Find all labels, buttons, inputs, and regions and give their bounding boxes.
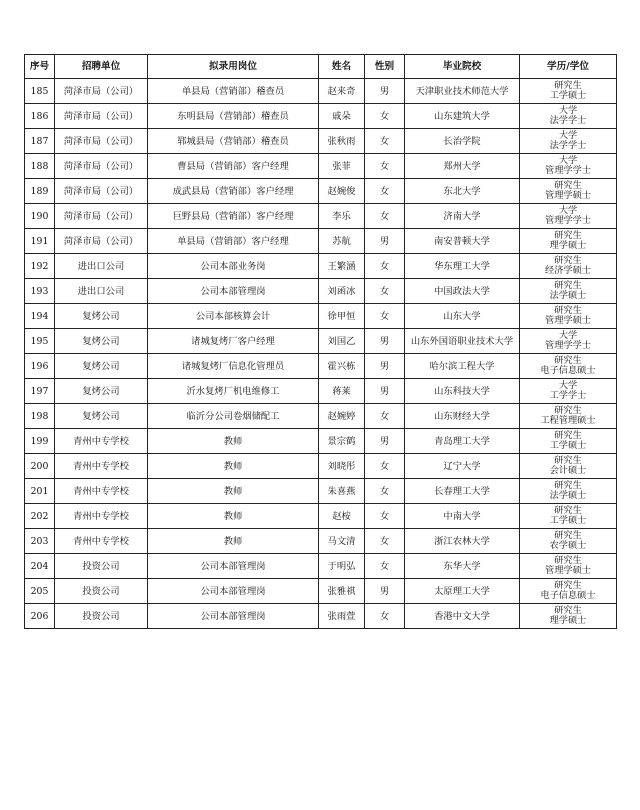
cell-no: 196: [25, 354, 55, 379]
cell-education: [520, 329, 617, 354]
cell-gender: 女: [365, 479, 405, 504]
cell-education-level: 研究生: [554, 304, 582, 316]
table-row: [25, 354, 617, 379]
cell-degree: 工程管理硕士: [540, 415, 596, 426]
table-body: [25, 79, 617, 629]
cell-name: 刘国乙: [319, 329, 365, 354]
cell-education-level: 研究生: [554, 279, 582, 291]
cell-degree: 理学硕士: [549, 240, 587, 251]
cell-gender: 女: [365, 454, 405, 479]
cell-no: 186: [25, 104, 55, 129]
cell-name: 张菲: [319, 154, 365, 179]
cell-unit: 菏泽市局（公司）: [55, 179, 148, 204]
header-school: 毕业院校: [405, 55, 520, 79]
cell-degree: 工学硕士: [549, 440, 587, 451]
cell-no: 197: [25, 379, 55, 404]
cell-education: [520, 229, 617, 254]
cell-no: 188: [25, 154, 55, 179]
cell-name: 刘晓彤: [319, 454, 365, 479]
cell-unit: 投资公司: [55, 604, 148, 629]
cell-degree: 管理学学士: [545, 340, 591, 351]
cell-education-level: 研究生: [554, 429, 582, 441]
cell-gender: 男: [365, 354, 405, 379]
cell-degree: 会计硕士: [549, 465, 587, 476]
cell-unit: 进出口公司: [55, 279, 148, 304]
cell-name: 赵婉俊: [319, 179, 365, 204]
cell-education-level: 研究生: [554, 604, 582, 616]
cell-no: 201: [25, 479, 55, 504]
cell-degree: 工学硕士: [549, 515, 587, 526]
table-row: [25, 504, 617, 529]
cell-unit: 复烤公司: [55, 304, 148, 329]
cell-school: 浙江农林大学: [405, 529, 520, 554]
table-row: [25, 604, 617, 629]
cell-post: 公司本部管理岗: [148, 604, 319, 629]
cell-name: 霍兴栋: [319, 354, 365, 379]
cell-no: 202: [25, 504, 55, 529]
cell-no: 199: [25, 429, 55, 454]
cell-gender: 女: [365, 179, 405, 204]
table-row: [25, 579, 617, 604]
header-post: 拟录用岗位: [148, 55, 319, 79]
cell-name: 王繁涵: [319, 254, 365, 279]
cell-gender: 男: [365, 229, 405, 254]
cell-education: [520, 304, 617, 329]
cell-gender: 女: [365, 104, 405, 129]
cell-education-level: 大学: [558, 329, 578, 341]
cell-education-level: 大学: [558, 154, 578, 166]
cell-post: 教师: [148, 504, 319, 529]
cell-school: 天津职业技术师范大学: [405, 79, 520, 104]
cell-school: 太原理工大学: [405, 579, 520, 604]
cell-name: 马文清: [319, 529, 365, 554]
cell-no: 200: [25, 454, 55, 479]
cell-education-level: 研究生: [554, 479, 582, 491]
cell-school: 山东外国语职业技术大学: [405, 329, 520, 354]
cell-post: 教师: [148, 479, 319, 504]
cell-school: 长春理工大学: [405, 479, 520, 504]
table-row: [25, 154, 617, 179]
table-row: [25, 379, 617, 404]
cell-education: [520, 604, 617, 629]
cell-no: 198: [25, 404, 55, 429]
cell-unit: 复烤公司: [55, 379, 148, 404]
cell-unit: 青州中专学校: [55, 529, 148, 554]
table-row: [25, 454, 617, 479]
cell-gender: 女: [365, 554, 405, 579]
cell-post: 东明县局（营销部）稽查员: [148, 104, 319, 129]
cell-name: 李乐: [319, 204, 365, 229]
cell-school: 中国政法大学: [405, 279, 520, 304]
cell-post: 曹县局（营销部）客户经理: [148, 154, 319, 179]
table-row: [25, 254, 617, 279]
cell-school: 南安普顿大学: [405, 229, 520, 254]
cell-gender: 女: [365, 154, 405, 179]
cell-no: 190: [25, 204, 55, 229]
cell-post: 诸城复烤厂客户经理: [148, 329, 319, 354]
cell-gender: 女: [365, 304, 405, 329]
cell-education-level: 研究生: [554, 254, 582, 266]
cell-school: 东北大学: [405, 179, 520, 204]
cell-school: 香港中文大学: [405, 604, 520, 629]
table-row: [25, 79, 617, 104]
cell-post: 公司本部核算会计: [148, 304, 319, 329]
cell-education: [520, 529, 617, 554]
table-row: [25, 479, 617, 504]
cell-post: 教师: [148, 429, 319, 454]
cell-school: 郑州大学: [405, 154, 520, 179]
table-row: [25, 279, 617, 304]
cell-name: 赵婉婷: [319, 404, 365, 429]
cell-education: [520, 404, 617, 429]
cell-unit: 菏泽市局（公司）: [55, 104, 148, 129]
cell-name: 赵桉: [319, 504, 365, 529]
cell-education-level: 研究生: [554, 529, 582, 541]
cell-post: 教师: [148, 454, 319, 479]
cell-gender: 女: [365, 404, 405, 429]
cell-education-level: 研究生: [554, 179, 582, 191]
cell-degree: 管理学学士: [545, 165, 591, 176]
cell-degree: 工学学士: [549, 390, 587, 401]
cell-post: 成武县局（营销部）客户经理: [148, 179, 319, 204]
cell-unit: 菏泽市局（公司）: [55, 129, 148, 154]
cell-gender: 女: [365, 204, 405, 229]
cell-degree: 法学学士: [549, 140, 587, 151]
cell-unit: 青州中专学校: [55, 479, 148, 504]
cell-no: 204: [25, 554, 55, 579]
cell-no: 206: [25, 604, 55, 629]
cell-degree: 工学硕士: [549, 90, 587, 101]
cell-education: [520, 204, 617, 229]
cell-school: 山东财经大学: [405, 404, 520, 429]
table-row: [25, 104, 617, 129]
cell-unit: 菏泽市局（公司）: [55, 79, 148, 104]
cell-school: 济南大学: [405, 204, 520, 229]
table-row: [25, 304, 617, 329]
cell-school: 辽宁大学: [405, 454, 520, 479]
cell-education: [520, 129, 617, 154]
cell-post: 公司本部管理岗: [148, 279, 319, 304]
cell-name: 戚朵: [319, 104, 365, 129]
header-degree: 学历/学位: [520, 55, 617, 79]
cell-unit: 菏泽市局（公司）: [55, 229, 148, 254]
cell-education-level: 研究生: [554, 354, 582, 366]
cell-education-level: 大学: [558, 379, 578, 391]
cell-post: 教师: [148, 529, 319, 554]
cell-education: [520, 154, 617, 179]
cell-education: [520, 429, 617, 454]
cell-name: 赵来奇: [319, 79, 365, 104]
table-row: [25, 179, 617, 204]
cell-no: 205: [25, 579, 55, 604]
cell-degree: 法学硕士: [549, 290, 587, 301]
cell-degree: 电子信息硕士: [540, 590, 596, 601]
cell-gender: 女: [365, 504, 405, 529]
cell-education: [520, 354, 617, 379]
cell-gender: 女: [365, 604, 405, 629]
cell-post: 沂水复烤厂机电维修工: [148, 379, 319, 404]
cell-education-level: 大学: [558, 129, 578, 141]
cell-no: 193: [25, 279, 55, 304]
table-row: [25, 229, 617, 254]
cell-no: 191: [25, 229, 55, 254]
cell-education-level: 大学: [558, 204, 578, 216]
cell-name: 朱喜燕: [319, 479, 365, 504]
cell-name: 刘函冰: [319, 279, 365, 304]
table-row: [25, 404, 617, 429]
cell-school: 山东科技大学: [405, 379, 520, 404]
cell-gender: 女: [365, 279, 405, 304]
cell-degree: 法学硕士: [549, 490, 587, 501]
table-row: [25, 554, 617, 579]
cell-name: 景宗鹤: [319, 429, 365, 454]
cell-education-level: 研究生: [554, 579, 582, 591]
cell-education: [520, 104, 617, 129]
cell-unit: 青州中专学校: [55, 454, 148, 479]
table-row: [25, 204, 617, 229]
cell-post: 公司本部业务岗: [148, 254, 319, 279]
cell-no: 194: [25, 304, 55, 329]
cell-name: 张雅祺: [319, 579, 365, 604]
cell-education-level: 大学: [558, 104, 578, 116]
cell-post: 公司本部管理岗: [148, 579, 319, 604]
cell-education-level: 研究生: [554, 504, 582, 516]
cell-no: 203: [25, 529, 55, 554]
cell-post: 临沂分公司卷烟储配工: [148, 404, 319, 429]
cell-school: 哈尔滨工程大学: [405, 354, 520, 379]
cell-school: 长治学院: [405, 129, 520, 154]
cell-education-level: 研究生: [554, 79, 582, 91]
cell-education: [520, 379, 617, 404]
cell-unit: 进出口公司: [55, 254, 148, 279]
cell-no: 192: [25, 254, 55, 279]
document-page: [24, 54, 616, 629]
cell-education: [520, 479, 617, 504]
cell-unit: 菏泽市局（公司）: [55, 204, 148, 229]
cell-gender: 男: [365, 579, 405, 604]
cell-name: 张秋雨: [319, 129, 365, 154]
cell-degree: 理学硕士: [549, 615, 587, 626]
cell-post: 单县局（营销部）客户经理: [148, 229, 319, 254]
cell-education: [520, 504, 617, 529]
cell-degree: 管理学硕士: [545, 190, 591, 201]
table-row: [25, 129, 617, 154]
cell-gender: 女: [365, 254, 405, 279]
cell-school: 山东大学: [405, 304, 520, 329]
cell-gender: 女: [365, 529, 405, 554]
cell-school: 青岛理工大学: [405, 429, 520, 454]
cell-school: 东华大学: [405, 554, 520, 579]
cell-education: [520, 254, 617, 279]
cell-no: 195: [25, 329, 55, 354]
cell-post: 诸城复烤厂信息化管理员: [148, 354, 319, 379]
cell-degree: 经济学硕士: [545, 265, 591, 276]
cell-education: [520, 279, 617, 304]
header-name: 姓名: [319, 55, 365, 79]
cell-degree: 管理学学士: [545, 215, 591, 226]
cell-gender: 男: [365, 379, 405, 404]
cell-unit: 复烤公司: [55, 404, 148, 429]
cell-education: [520, 454, 617, 479]
cell-school: 华东理工大学: [405, 254, 520, 279]
header-gender: 性别: [365, 55, 405, 79]
cell-degree: 管理学硕士: [545, 565, 591, 576]
cell-no: 185: [25, 79, 55, 104]
cell-degree: 法学学士: [549, 115, 587, 126]
header-unit: 招聘单位: [55, 55, 148, 79]
cell-gender: 女: [365, 129, 405, 154]
cell-unit: 菏泽市局（公司）: [55, 154, 148, 179]
cell-unit: 青州中专学校: [55, 504, 148, 529]
cell-gender: 男: [365, 329, 405, 354]
cell-post: 单县局（营销部）稽查员: [148, 79, 319, 104]
cell-unit: 投资公司: [55, 579, 148, 604]
table-row: [25, 429, 617, 454]
cell-education: [520, 554, 617, 579]
cell-gender: 男: [365, 429, 405, 454]
cell-unit: 投资公司: [55, 554, 148, 579]
cell-name: 蒋莱: [319, 379, 365, 404]
cell-name: 徐甲恒: [319, 304, 365, 329]
cell-education-level: 研究生: [554, 554, 582, 566]
hiring-table: [24, 54, 617, 629]
cell-education: [520, 579, 617, 604]
cell-name: 于明弘: [319, 554, 365, 579]
cell-degree: 电子信息硕士: [540, 365, 596, 376]
table-row: [25, 529, 617, 554]
cell-education-level: 研究生: [554, 454, 582, 466]
cell-name: 张雨萱: [319, 604, 365, 629]
cell-education: [520, 79, 617, 104]
cell-name: 苏航: [319, 229, 365, 254]
cell-post: 郓城县局（营销部）稽查员: [148, 129, 319, 154]
cell-unit: 青州中专学校: [55, 429, 148, 454]
cell-education-level: 研究生: [554, 229, 582, 241]
cell-education: [520, 179, 617, 204]
table-row: [25, 329, 617, 354]
cell-school: 山东建筑大学: [405, 104, 520, 129]
cell-degree: 管理学硕士: [545, 315, 591, 326]
cell-school: 中南大学: [405, 504, 520, 529]
cell-education-level: 研究生: [554, 404, 582, 416]
cell-post: 公司本部管理岗: [148, 554, 319, 579]
cell-post: 巨野县局（营销部）客户经理: [148, 204, 319, 229]
cell-unit: 复烤公司: [55, 354, 148, 379]
cell-degree: 农学硕士: [549, 540, 587, 551]
table-header-row: [25, 55, 617, 79]
cell-unit: 复烤公司: [55, 329, 148, 354]
header-no: 序号: [25, 55, 55, 79]
cell-no: 187: [25, 129, 55, 154]
cell-gender: 男: [365, 79, 405, 104]
cell-no: 189: [25, 179, 55, 204]
